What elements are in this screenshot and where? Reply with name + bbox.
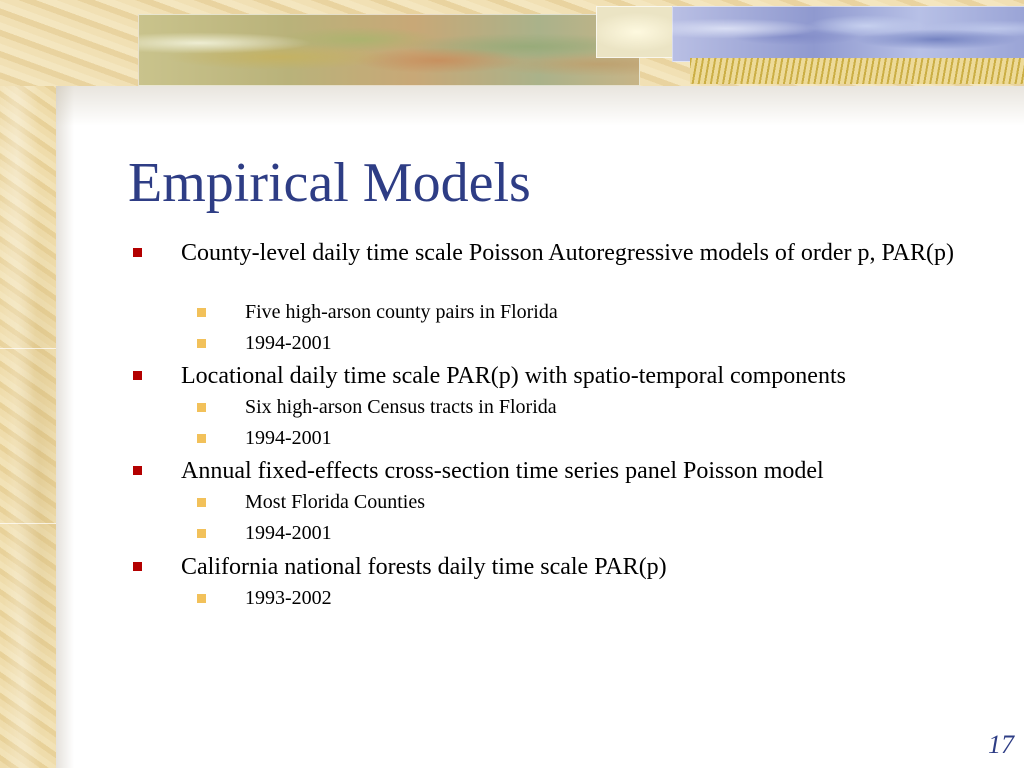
- sub-bullet-square-icon: [197, 594, 206, 603]
- bullet-square-icon: [133, 371, 142, 380]
- sub-bullet-square-icon: [197, 339, 206, 348]
- slide-number: 17: [988, 730, 1014, 759]
- sub-bullet-square-icon: [197, 529, 206, 538]
- bullet-text: County-level daily time scale Poisson Autoregressive models of order p, PAR(p): [181, 240, 955, 266]
- sub-bullet-text: Five high-arson county pairs in Florida: [245, 301, 558, 323]
- bullet-text: California national forests daily time scale PAR(p): [181, 554, 667, 580]
- sub-bullet-text: 1993-2002: [245, 587, 332, 609]
- sub-bullet-text: Most Florida Counties: [245, 491, 426, 513]
- sub-bullet-square-icon: [197, 403, 206, 412]
- sub-bullet-text: 1994-2001: [245, 522, 332, 544]
- sub-bullet-square-icon: [197, 434, 206, 443]
- sub-bullet-text: 1994-2001: [245, 427, 332, 449]
- bullet-square-icon: [133, 562, 142, 571]
- sub-bullet-text: Six high-arson Census tracts in Florida: [245, 396, 557, 418]
- slide-title: Empirical Models: [128, 152, 531, 214]
- sub-bullet-text: 1994-2001: [245, 332, 332, 354]
- bullet-text: Annual fixed-effects cross-section time series panel Poisson model: [181, 458, 824, 484]
- bullet-square-icon: [133, 466, 142, 475]
- sub-bullet-square-icon: [197, 308, 206, 317]
- sub-bullet-square-icon: [197, 498, 206, 507]
- bullet-square-icon: [133, 248, 142, 257]
- bullet-text: Locational daily time scale PAR(p) with spatio-temporal components: [181, 363, 846, 389]
